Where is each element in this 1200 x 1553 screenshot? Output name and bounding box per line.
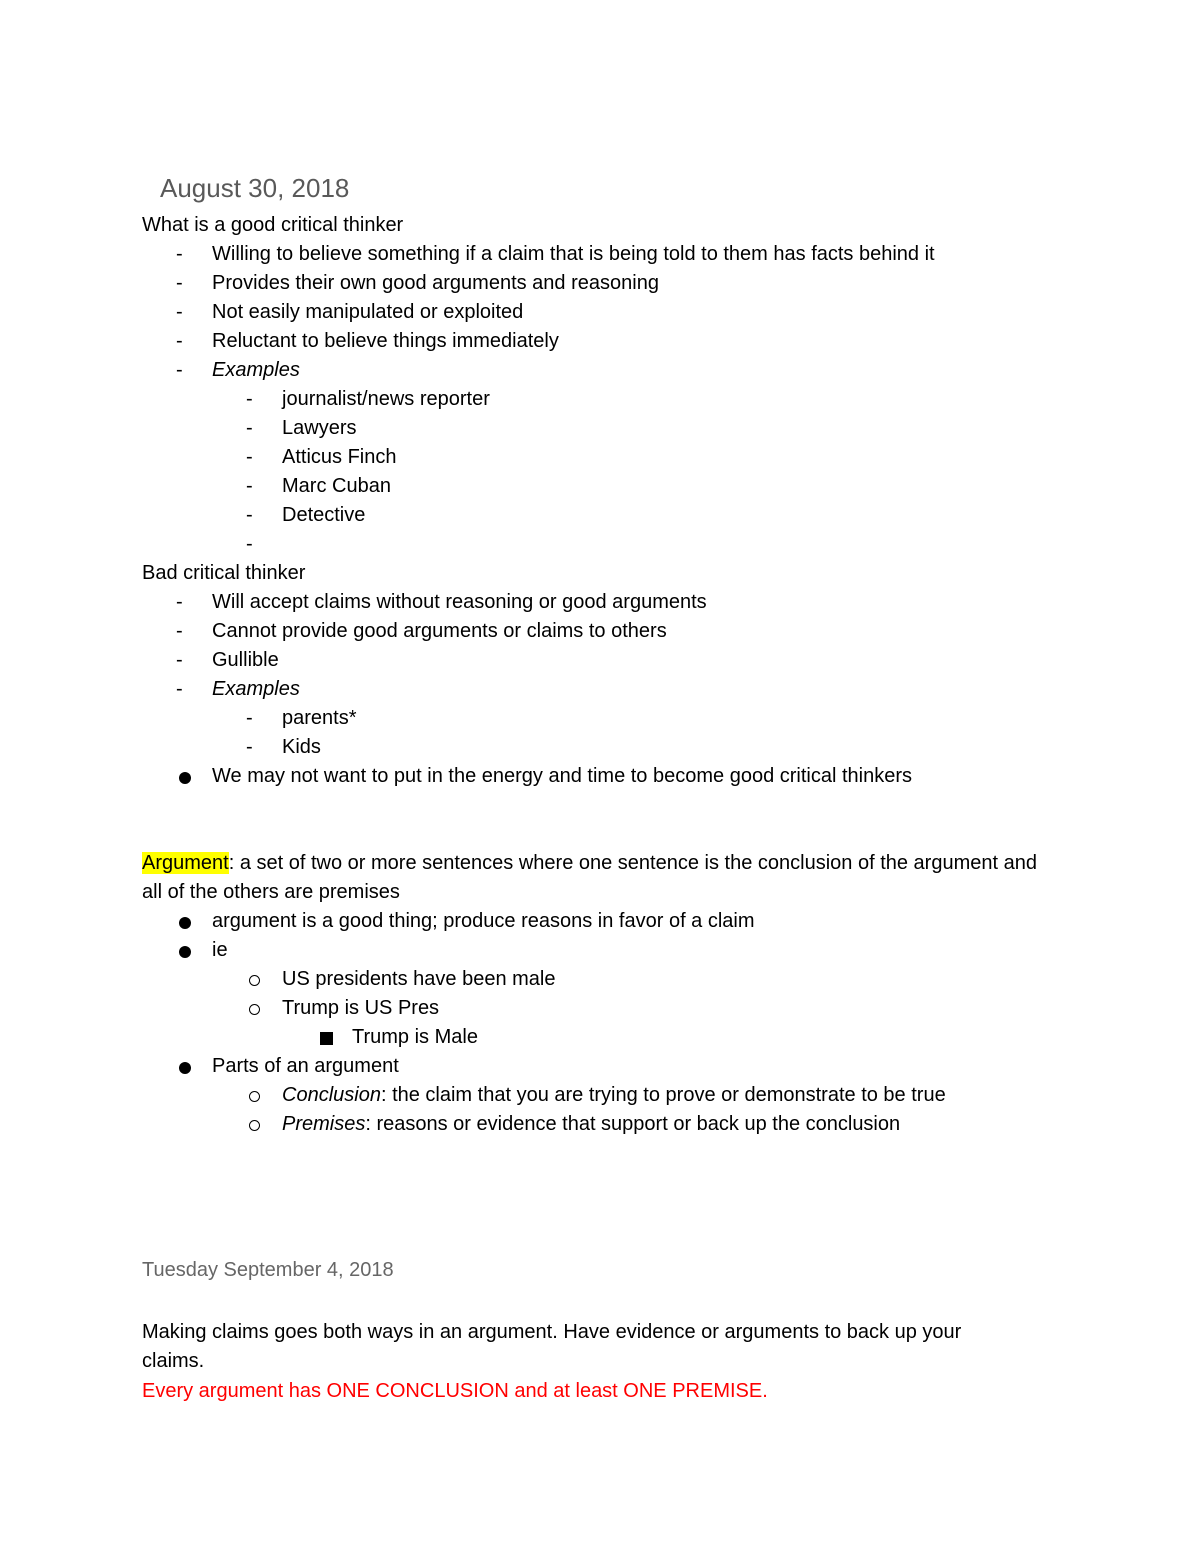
hollow-circle-bullet-icon — [249, 1120, 260, 1131]
conclusion-definition — [282, 1081, 946, 1110]
red-note: Every argument has ONE CONCLUSION and at least ONE PREMISE. — [142, 1380, 768, 1402]
list-item: Willing to believe something if a claim that is being told to them has facts behind it — [212, 243, 935, 265]
hollow-circle-bullet-icon — [249, 975, 260, 986]
hollow-circle-bullet-icon — [249, 1004, 260, 1015]
dash-bullet: - — [176, 649, 183, 671]
dash-bullet: - — [176, 330, 183, 352]
argument-definition — [142, 849, 1062, 907]
dash-bullet: - — [176, 301, 183, 323]
dash-bullet: - — [246, 417, 253, 439]
dash-bullet: - — [176, 620, 183, 642]
dash-bullet: - — [176, 678, 183, 700]
claims-paragraph: Making claims goes both ways in an argument. Have evidence or arguments to back up your claims. — [142, 1321, 962, 1372]
dash-bullet: - — [246, 736, 253, 758]
dash-bullet: - — [176, 359, 183, 381]
list-item: Cannot provide good arguments or claims to others — [212, 620, 667, 642]
date-heading-sep-4: Tuesday September 4, 2018 — [142, 1259, 394, 1281]
list-item: Provides their own good arguments and reasoning — [212, 272, 659, 294]
example-item: Detective — [282, 504, 366, 526]
list-item: Will accept claims without reasoning or good arguments — [212, 591, 707, 613]
dash-bullet: - — [176, 243, 183, 265]
ie-premise: US presidents have been male — [282, 968, 556, 990]
filled-circle-bullet-icon — [179, 946, 191, 958]
argument-bullet-ie: ie — [212, 939, 228, 961]
examples-label: Examples — [212, 678, 300, 700]
argument-term-highlight: Argument — [142, 852, 229, 874]
dash-bullet: - — [246, 504, 253, 526]
example-item: Lawyers — [282, 417, 357, 439]
dash-bullet: - — [246, 533, 253, 555]
ie-premise: Trump is US Pres — [282, 997, 440, 1019]
note-text: We may not want to put in the energy and time to become good critical thinkers — [212, 765, 912, 787]
list-item: Reluctant to believe things immediately — [212, 330, 559, 352]
dash-bullet: - — [176, 272, 183, 294]
example-item: Marc Cuban — [282, 475, 391, 497]
premises-term: Premises — [282, 1113, 366, 1135]
dash-bullet: - — [246, 707, 253, 729]
bad-thinker-heading: Bad critical thinker — [142, 562, 306, 584]
ie-conclusion: Trump is Male — [352, 1026, 478, 1048]
example-item: journalist/news reporter — [282, 388, 490, 410]
argument-bullet: argument is a good thing; produce reasons in favor of a claim — [212, 910, 755, 932]
dash-bullet: - — [246, 475, 253, 497]
dash-bullet: - — [246, 388, 253, 410]
filled-circle-bullet-icon — [179, 772, 191, 784]
list-item: Gullible — [212, 649, 279, 671]
filled-square-bullet-icon — [320, 1032, 333, 1045]
hollow-circle-bullet-icon — [249, 1091, 260, 1102]
conclusion-def-text: : the claim that you are trying to prove or demonstrate to be true — [380, 1084, 946, 1106]
conclusion-term: Conclusion — [282, 1084, 381, 1106]
examples-label: Examples — [212, 359, 300, 381]
list-item: Not easily manipulated or exploited — [212, 301, 524, 323]
dash-bullet: - — [176, 591, 183, 613]
example-item: Kids — [282, 736, 321, 758]
premises-def-text: : reasons or evidence that support or back up the conclusion — [365, 1113, 901, 1135]
example-item: Atticus Finch — [282, 446, 397, 468]
dash-bullet: - — [246, 446, 253, 468]
date-heading-aug-30: August 30, 2018 — [160, 173, 350, 203]
filled-circle-bullet-icon — [179, 1062, 191, 1074]
premises-definition — [282, 1110, 900, 1139]
argument-parts-heading: Parts of an argument — [212, 1055, 399, 1077]
filled-circle-bullet-icon — [179, 917, 191, 929]
example-item: parents* — [282, 707, 357, 729]
argument-definition-text: : a set of two or more sentences where one sentence is the conclusion of the argument and all of the others are premises — [142, 852, 1037, 903]
good-thinker-heading: What is a good critical thinker — [142, 214, 404, 236]
